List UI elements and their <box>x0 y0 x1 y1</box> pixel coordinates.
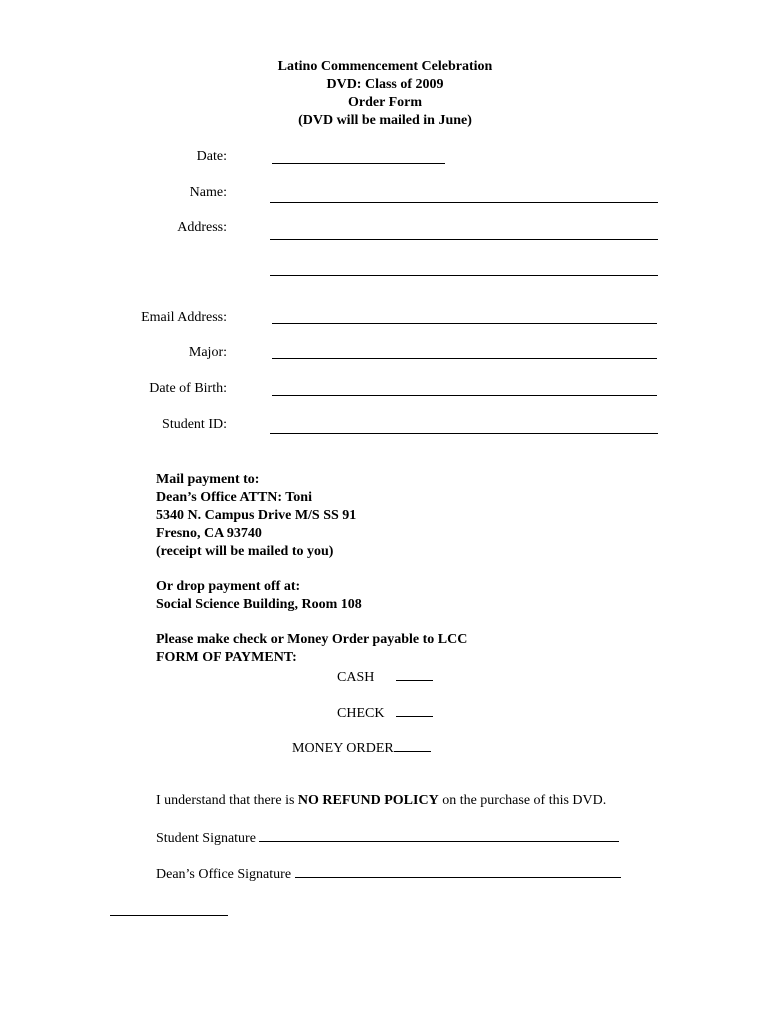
mail-street: 5340 N. Campus Drive M/S SS 91 <box>156 508 357 523</box>
name-field[interactable] <box>270 202 658 203</box>
refund-policy-statement <box>156 792 606 810</box>
payable-note: Please make check or Money Order payable to LCC <box>156 632 468 647</box>
cash-label: CASH <box>337 670 375 685</box>
dob-field[interactable] <box>272 395 657 396</box>
date-field[interactable] <box>272 163 445 164</box>
dob-label: Date of Birth: <box>149 381 227 396</box>
student-signature-row <box>156 828 619 848</box>
check-label: CHECK <box>337 706 385 721</box>
address-field-line-1[interactable] <box>270 239 658 240</box>
student-id-label: Student ID: <box>162 417 227 432</box>
money-order-checkbox-line[interactable] <box>394 738 431 752</box>
mail-payment-block <box>156 471 356 561</box>
address-field-line-2[interactable] <box>270 275 658 276</box>
drop-location: Social Science Building, Room 108 <box>156 597 362 612</box>
form-type: Order Form <box>348 95 422 110</box>
drop-payment-block <box>156 578 362 614</box>
mail-heading: Mail payment to: <box>156 472 260 487</box>
drop-heading: Or drop payment off at: <box>156 579 301 594</box>
email-label: Email Address: <box>141 310 227 325</box>
address-label: Address: <box>177 220 227 235</box>
form-note: (DVD will be mailed in June) <box>298 113 472 128</box>
money-order-label: MONEY ORDER <box>292 741 394 756</box>
check-option <box>337 703 433 723</box>
payment-block <box>156 631 467 667</box>
cash-checkbox-line[interactable] <box>396 667 433 681</box>
policy-prefix: I understand that there is <box>156 793 298 808</box>
student-signature-label: Student Signature <box>156 831 260 846</box>
mail-receipt-note: (receipt will be mailed to you) <box>156 544 334 559</box>
mail-attn: Dean’s Office ATTN: Toni <box>156 490 312 505</box>
mail-city: Fresno, CA 93740 <box>156 526 262 541</box>
student-signature-field[interactable] <box>259 828 619 842</box>
cash-option <box>337 667 433 687</box>
form-of-payment-heading: FORM OF PAYMENT: <box>156 650 297 665</box>
money-order-option <box>292 738 431 758</box>
name-label: Name: <box>189 185 227 200</box>
check-checkbox-line[interactable] <box>396 703 433 717</box>
major-label: Major: <box>188 345 227 360</box>
form-title-block <box>0 58 770 130</box>
footnote-divider <box>110 915 228 916</box>
date-label: Date: <box>196 149 227 164</box>
dean-signature-row <box>156 864 621 884</box>
policy-bold: NO REFUND POLICY <box>297 793 439 808</box>
dean-signature-field[interactable] <box>295 864 621 878</box>
email-field[interactable] <box>272 323 657 324</box>
student-id-field[interactable] <box>270 433 658 434</box>
form-subtitle: DVD: Class of 2009 <box>326 77 444 92</box>
major-field[interactable] <box>272 358 657 359</box>
policy-suffix: on the purchase of this DVD. <box>438 793 607 808</box>
form-title: Latino Commencement Celebration <box>277 59 493 74</box>
dean-signature-label: Dean’s Office Signature <box>156 867 295 882</box>
